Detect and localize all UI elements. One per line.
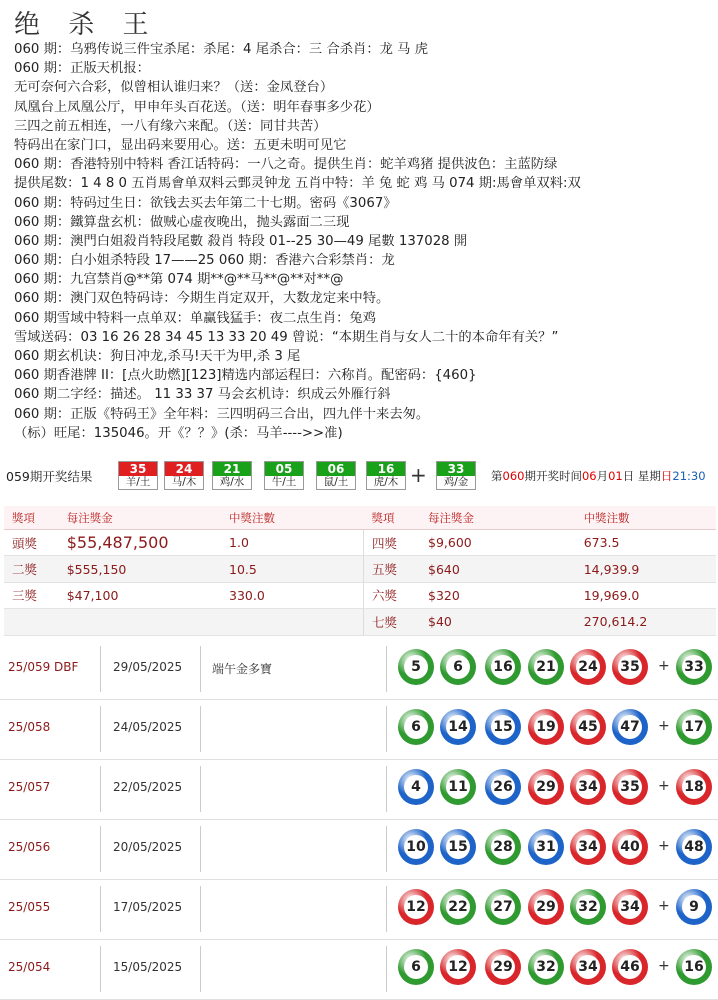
- history-date: 15/05/2025: [113, 960, 183, 974]
- prediction-line: 060 期：乌鸦传说三件宝杀尾：杀尾：4 尾杀合：三 合杀肖：龙 马 虎: [14, 42, 428, 57]
- history-special-ball: [676, 769, 712, 805]
- ball-number: 27: [491, 895, 515, 919]
- history-ball: [570, 949, 606, 985]
- prize-cell: 頭獎: [4, 530, 59, 556]
- plus-sign: +: [410, 463, 427, 487]
- prize-cell: 七獎: [363, 609, 420, 635]
- prize-cell: 270,614.2: [576, 609, 716, 635]
- column-divider: [100, 766, 101, 812]
- result-ball: [366, 461, 406, 490]
- prize-cell: 1.0: [221, 530, 363, 556]
- prize-cell: 10.5: [221, 556, 363, 582]
- prediction-line: 060 期玄机诀：狗日冲龙,杀马!天干为甲,杀 3 尾: [14, 349, 301, 364]
- history-plus: +: [658, 658, 670, 674]
- history-row: [0, 940, 718, 1000]
- history-row: [0, 820, 718, 880]
- result-zodiac: 鸡/金: [443, 476, 469, 488]
- ball-number: 28: [491, 835, 515, 859]
- ball-number: 16: [682, 955, 706, 979]
- history-date: 29/05/2025: [113, 660, 183, 674]
- history-ball: [485, 769, 521, 805]
- ball-number: 11: [446, 775, 470, 799]
- history-plus: +: [658, 898, 670, 914]
- result-number: 16: [367, 462, 405, 476]
- column-divider: [200, 826, 201, 872]
- ball-number: 16: [491, 655, 515, 679]
- prize-cell: $40: [420, 609, 576, 635]
- prediction-line: 三四之前五相连，一八有缘六来配。（送：同甘共苦）: [14, 118, 327, 134]
- prize-row: [4, 582, 716, 608]
- prediction-line: 060 期：正版天机报：: [14, 61, 150, 77]
- history-ball: [528, 889, 564, 925]
- prediction-line: 060 期香港牌 II：[点火助燃][123]精选内部运程曰：六称肖。配密码：{460}: [14, 368, 477, 384]
- history-note: 端午金多寶: [212, 662, 273, 676]
- history-ball: [528, 649, 564, 685]
- history-ball: [398, 949, 434, 985]
- ball-number: 45: [576, 715, 600, 739]
- info-day: 01: [608, 469, 623, 483]
- ball-number: 46: [618, 955, 642, 979]
- prediction-line: 060 期：白小姐杀特段 17——25 060 期：香港六合彩禁肖：龙: [14, 253, 395, 269]
- info-mid: 期开奖时间: [524, 469, 582, 483]
- history-ball: [528, 769, 564, 805]
- history-ball: [440, 709, 476, 745]
- ball-number: 34: [576, 955, 600, 979]
- history-row: [0, 700, 718, 760]
- ball-number: 4: [404, 775, 428, 799]
- history-ball: [570, 709, 606, 745]
- prediction-line: 060 期：香港特别中特料 香江话特码：一八之奇。提供生肖：蛇羊鸡猪 提供波色：主蓝防绿: [14, 157, 558, 173]
- history-ball: [398, 709, 434, 745]
- prize-cell: 14,939.9: [576, 556, 716, 582]
- prize-cell: $9,600: [420, 530, 576, 556]
- draw-result-bar: [0, 459, 718, 491]
- result-ball: [164, 461, 204, 490]
- history-ball: [440, 829, 476, 865]
- history-draw-id: 25/059 DBF: [8, 660, 79, 674]
- prediction-line: 060 期二字经：描述。 11 33 37 马会玄机诗：织成云外雁行斜: [14, 387, 391, 403]
- column-divider: [100, 646, 101, 692]
- prize-cell: [59, 609, 221, 635]
- history-plus: +: [658, 778, 670, 794]
- ball-number: 14: [446, 715, 470, 739]
- ball-number: 32: [534, 955, 558, 979]
- result-zodiac: 马/木: [171, 476, 197, 488]
- ball-number: 10: [404, 835, 428, 859]
- ball-number: 18: [682, 775, 706, 799]
- ball-number: 17: [682, 715, 706, 739]
- ball-number: 22: [446, 895, 470, 919]
- prediction-line: 060 期：正版《特码王》全年料：三四明码三合出，四九伴十来去匆。: [14, 406, 430, 422]
- history-draw-id: 25/055: [8, 900, 51, 914]
- prediction-line: （标）旺尾：135046。开《？？》(杀：马羊---->>准): [14, 425, 343, 441]
- history-draw-id: 25/058: [8, 720, 51, 734]
- column-divider: [386, 646, 387, 692]
- info-month: 06: [581, 469, 597, 483]
- column-divider: [100, 826, 101, 872]
- history-special-ball: [676, 889, 712, 925]
- history-draw-id: 25/054: [8, 960, 51, 974]
- column-divider: [386, 946, 387, 992]
- info-prefix: 第: [491, 469, 503, 483]
- result-number: 24: [165, 462, 203, 476]
- history-ball: [485, 709, 521, 745]
- prediction-line: 凤凰台上凤凰公厅，甲申年头百花送。（送：明年春事多少花）: [14, 99, 380, 115]
- prize-cell: $555,150: [59, 556, 221, 582]
- column-divider: [200, 706, 201, 752]
- history-special-ball: [676, 709, 712, 745]
- ball-number: 12: [446, 955, 470, 979]
- history-ball: [570, 769, 606, 805]
- info-month-suffix: 月: [596, 469, 609, 483]
- ball-number: 15: [491, 715, 515, 739]
- prize-cell: 673.5: [576, 530, 716, 556]
- history-ball: [528, 829, 564, 865]
- ball-number: 15: [446, 835, 470, 859]
- prize-cell: [221, 609, 363, 635]
- result-number: 33: [437, 462, 475, 476]
- prediction-line: 无可奈何六合彩，似曾相认谁归来？（送：金凤登台）: [14, 80, 334, 96]
- result-zodiac: 虎/木: [373, 476, 399, 488]
- result-ball: [118, 461, 158, 490]
- prediction-line: 060 期：九宫禁肖@**第 074 期**@**马**@**对**@: [14, 272, 344, 288]
- ball-number: 29: [534, 895, 558, 919]
- history-plus: +: [658, 718, 670, 734]
- special-ball: [436, 461, 476, 490]
- column-divider: [100, 706, 101, 752]
- history-list: [0, 640, 718, 1000]
- result-ball: [212, 461, 252, 490]
- result-label: 059期开奖结果: [6, 469, 93, 484]
- ball-number: 47: [618, 715, 642, 739]
- prize-row: [4, 530, 716, 556]
- prize-cell: 二獎: [4, 556, 59, 582]
- history-ball: [612, 829, 648, 865]
- info-day-suffix: 日 星期: [622, 469, 661, 483]
- history-ball: [612, 949, 648, 985]
- history-ball: [528, 949, 564, 985]
- history-special-ball: [676, 649, 712, 685]
- ball-number: 21: [534, 655, 558, 679]
- prediction-line: 提供尾数：1 4 8 0 五肖馬會单双料云鄄灵钟龙 五肖中特：羊 兔 蛇 鸡 马 074 期:馬會单双料:双: [14, 176, 581, 192]
- result-zodiac: 鸡/水: [219, 476, 245, 488]
- result-zodiac: 鼠/土: [323, 476, 349, 488]
- column-divider: [200, 886, 201, 932]
- ball-number: 33: [682, 655, 706, 679]
- prize-cell: $320: [420, 582, 576, 608]
- history-row: [0, 760, 718, 820]
- ball-number: 9: [682, 895, 706, 919]
- ball-number: 29: [534, 775, 558, 799]
- history-ball: [440, 889, 476, 925]
- ball-number: 35: [618, 655, 642, 679]
- prediction-lines: [14, 40, 714, 443]
- history-ball: [612, 709, 648, 745]
- history-row: [0, 880, 718, 940]
- prize-header: 每注獎金: [59, 506, 221, 530]
- history-date: 20/05/2025: [113, 840, 183, 854]
- history-ball: [485, 949, 521, 985]
- history-draw-id: 25/057: [8, 780, 51, 794]
- history-ball: [440, 649, 476, 685]
- prize-cell: $55,487,500: [59, 530, 221, 556]
- result-ball: [264, 461, 304, 490]
- history-ball: [570, 649, 606, 685]
- ball-number: 34: [576, 835, 600, 859]
- history-plus: +: [658, 958, 670, 974]
- ball-number: 24: [576, 655, 600, 679]
- history-ball: [398, 889, 434, 925]
- history-ball: [528, 709, 564, 745]
- ball-number: 6: [404, 715, 428, 739]
- column-divider: [386, 706, 387, 752]
- history-ball: [570, 889, 606, 925]
- result-zodiac: 羊/土: [125, 476, 151, 488]
- ball-number: 48: [682, 835, 706, 859]
- history-row: [0, 640, 718, 700]
- prize-cell: 19,969.0: [576, 582, 716, 608]
- history-date: 22/05/2025: [113, 780, 183, 794]
- column-divider: [200, 946, 201, 992]
- ball-number: 19: [534, 715, 558, 739]
- history-ball: [398, 649, 434, 685]
- ball-number: 6: [404, 955, 428, 979]
- prediction-line: 060 期：澳门双色特码诗：今期生肖定双开，大数龙定来中特。: [14, 291, 390, 307]
- page-title: 绝 杀 王: [14, 10, 159, 40]
- prize-cell: 330.0: [221, 582, 363, 608]
- history-ball: [612, 889, 648, 925]
- prediction-line: 060 期：特码过生日：欲钱去买去年第二十七期。密码《3067》: [14, 195, 397, 211]
- prize-header: 獎項: [4, 506, 59, 530]
- history-ball: [485, 889, 521, 925]
- prediction-line: 特码出在家门口，显出码来要用心。送：五更未明可见它: [14, 137, 347, 153]
- history-date: 17/05/2025: [113, 900, 183, 914]
- ball-number: 34: [618, 895, 642, 919]
- history-date: 24/05/2025: [113, 720, 183, 734]
- history-ball: [485, 829, 521, 865]
- history-ball: [612, 769, 648, 805]
- prediction-line: 060 期：鐵算盘玄机：做贼心虚夜晚出，抛头露面二三现: [14, 214, 350, 230]
- ball-number: 26: [491, 775, 515, 799]
- column-divider: [386, 826, 387, 872]
- history-ball: [612, 649, 648, 685]
- history-ball: [570, 829, 606, 865]
- column-divider: [200, 766, 201, 812]
- result-number: 35: [119, 462, 157, 476]
- ball-number: 29: [491, 955, 515, 979]
- prediction-line: 060 期雪域中特料一点单双：单赢钱猛手：夜二点生肖：兔鸡: [14, 310, 377, 326]
- history-draw-id: 25/056: [8, 840, 51, 854]
- prediction-line: 雪域送码：03 16 26 28 34 45 13 33 20 49 曾说：“本期生肖与女人二十的本命年有关？”: [14, 329, 559, 345]
- prize-cell: [4, 609, 59, 635]
- column-divider: [386, 886, 387, 932]
- info-time: 21:30: [672, 469, 706, 483]
- ball-number: 35: [618, 775, 642, 799]
- prize-row: [4, 556, 716, 582]
- info-weekday: 日: [660, 469, 673, 483]
- column-divider: [200, 646, 201, 692]
- prize-cell: 三獎: [4, 582, 59, 608]
- prize-cell: 五獎: [363, 556, 420, 582]
- ball-number: 31: [534, 835, 558, 859]
- prize-header: 每注獎金: [420, 506, 576, 530]
- prize-cell: $640: [420, 556, 576, 582]
- prize-cell: $47,100: [59, 582, 221, 608]
- prize-table: [4, 506, 716, 636]
- result-number: 05: [265, 462, 303, 476]
- ball-number: 40: [618, 835, 642, 859]
- next-draw-info: [491, 468, 706, 484]
- history-ball: [440, 769, 476, 805]
- history-special-ball: [676, 829, 712, 865]
- prize-header: 中獎注數: [221, 506, 363, 530]
- column-divider: [100, 886, 101, 932]
- ball-number: 12: [404, 895, 428, 919]
- ball-number: 5: [404, 655, 428, 679]
- prize-cell: 六獎: [363, 582, 420, 608]
- history-plus: +: [658, 838, 670, 854]
- history-special-ball: [676, 949, 712, 985]
- result-number: 06: [317, 462, 355, 476]
- prize-cell: 四獎: [363, 530, 420, 556]
- history-ball: [398, 829, 434, 865]
- prediction-line: 060 期：澳門白姐殺肖特段尾數 殺肖 特段 01--25 30—49 尾數 137028 開: [14, 233, 468, 249]
- column-divider: [100, 946, 101, 992]
- prize-header: 獎項: [363, 506, 420, 530]
- result-ball: [316, 461, 356, 490]
- history-ball: [398, 769, 434, 805]
- info-draw: 060: [502, 469, 525, 483]
- history-ball: [485, 649, 521, 685]
- column-divider: [386, 766, 387, 812]
- result-zodiac: 牛/土: [271, 476, 297, 488]
- ball-number: 32: [576, 895, 600, 919]
- history-ball: [440, 949, 476, 985]
- prize-row: [4, 609, 716, 635]
- result-number: 21: [213, 462, 251, 476]
- ball-number: 34: [576, 775, 600, 799]
- prize-header: 中獎注數: [576, 506, 716, 530]
- ball-number: 6: [446, 655, 470, 679]
